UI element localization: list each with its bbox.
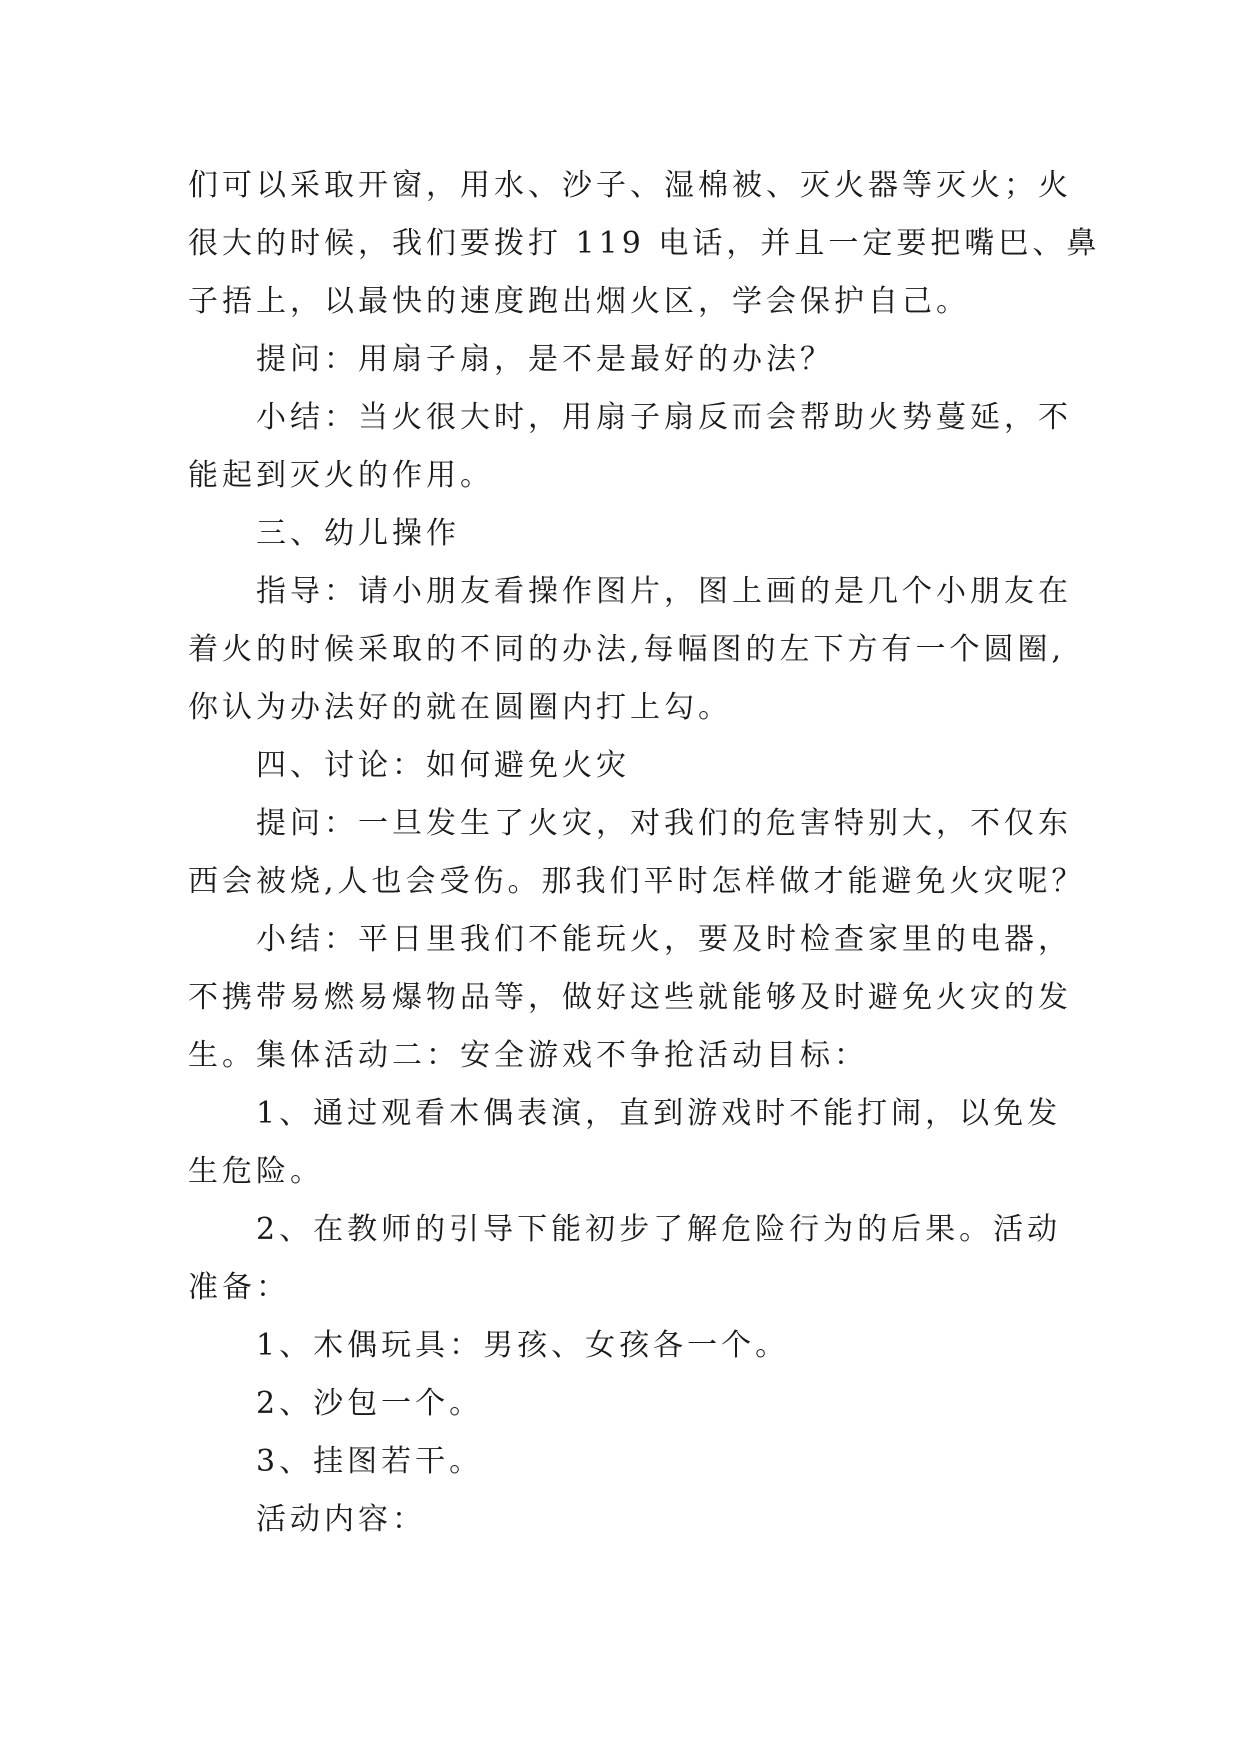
list-item: 2、在教师的引导下能初步了解危险行为的后果。活动	[256, 1212, 1062, 1247]
text-line: 你认为办法好的就在圆圈内打上勾。	[188, 690, 732, 725]
text-line: 提问：用扇子扇，是不是最好的办法？	[256, 342, 834, 377]
text-line: 西会被烧,人也会受伤。那我们平时怎样做才能避免火灾呢？	[188, 864, 1086, 899]
text-line: 着火的时候采取的不同的办法,每幅图的左下方有一个圆圈,	[188, 632, 1066, 667]
text-line: 生危险。	[188, 1154, 324, 1189]
text-line: 提问：一旦发生了火灾，对我们的危害特别大，不仅东	[256, 806, 1072, 841]
text-line: 不携带易燃易爆物品等，做好这些就能够及时避免火灾的发	[188, 980, 1072, 1015]
list-item: 1、木偶玩具：男孩、女孩各一个。	[256, 1328, 790, 1363]
list-item: 1、通过观看木偶表演，直到游戏时不能打闹，以免发	[256, 1096, 1062, 1131]
text-line: 子捂上，以最快的速度跑出烟火区，学会保护自己。	[188, 284, 970, 319]
text-line: 小结：平日里我们不能玩火，要及时检查家里的电器，	[256, 922, 1072, 957]
section-heading: 三、幼儿操作	[256, 516, 460, 551]
text-line: 很大的时候，我们要拨打 119 电话，并且一定要把嘴巴、鼻	[188, 226, 1101, 261]
text-line: 准备：	[188, 1270, 290, 1305]
list-item: 3、挂图若干。	[256, 1444, 484, 1479]
text-line: 们可以采取开窗，用水、沙子、湿棉被、灭火器等灭火；火	[188, 168, 1072, 203]
section-heading: 四、讨论：如何避免火灾	[256, 748, 630, 783]
section-heading: 活动内容：	[256, 1502, 426, 1537]
text-line: 能起到灭火的作用。	[188, 458, 494, 493]
text-line: 小结：当火很大时，用扇子扇反而会帮助火势蔓延，不	[256, 400, 1072, 435]
list-item: 2、沙包一个。	[256, 1386, 484, 1421]
text-line: 指导：请小朋友看操作图片，图上画的是几个小朋友在	[256, 574, 1072, 609]
text-line: 生。集体活动二：安全游戏不争抢活动目标：	[188, 1038, 868, 1073]
